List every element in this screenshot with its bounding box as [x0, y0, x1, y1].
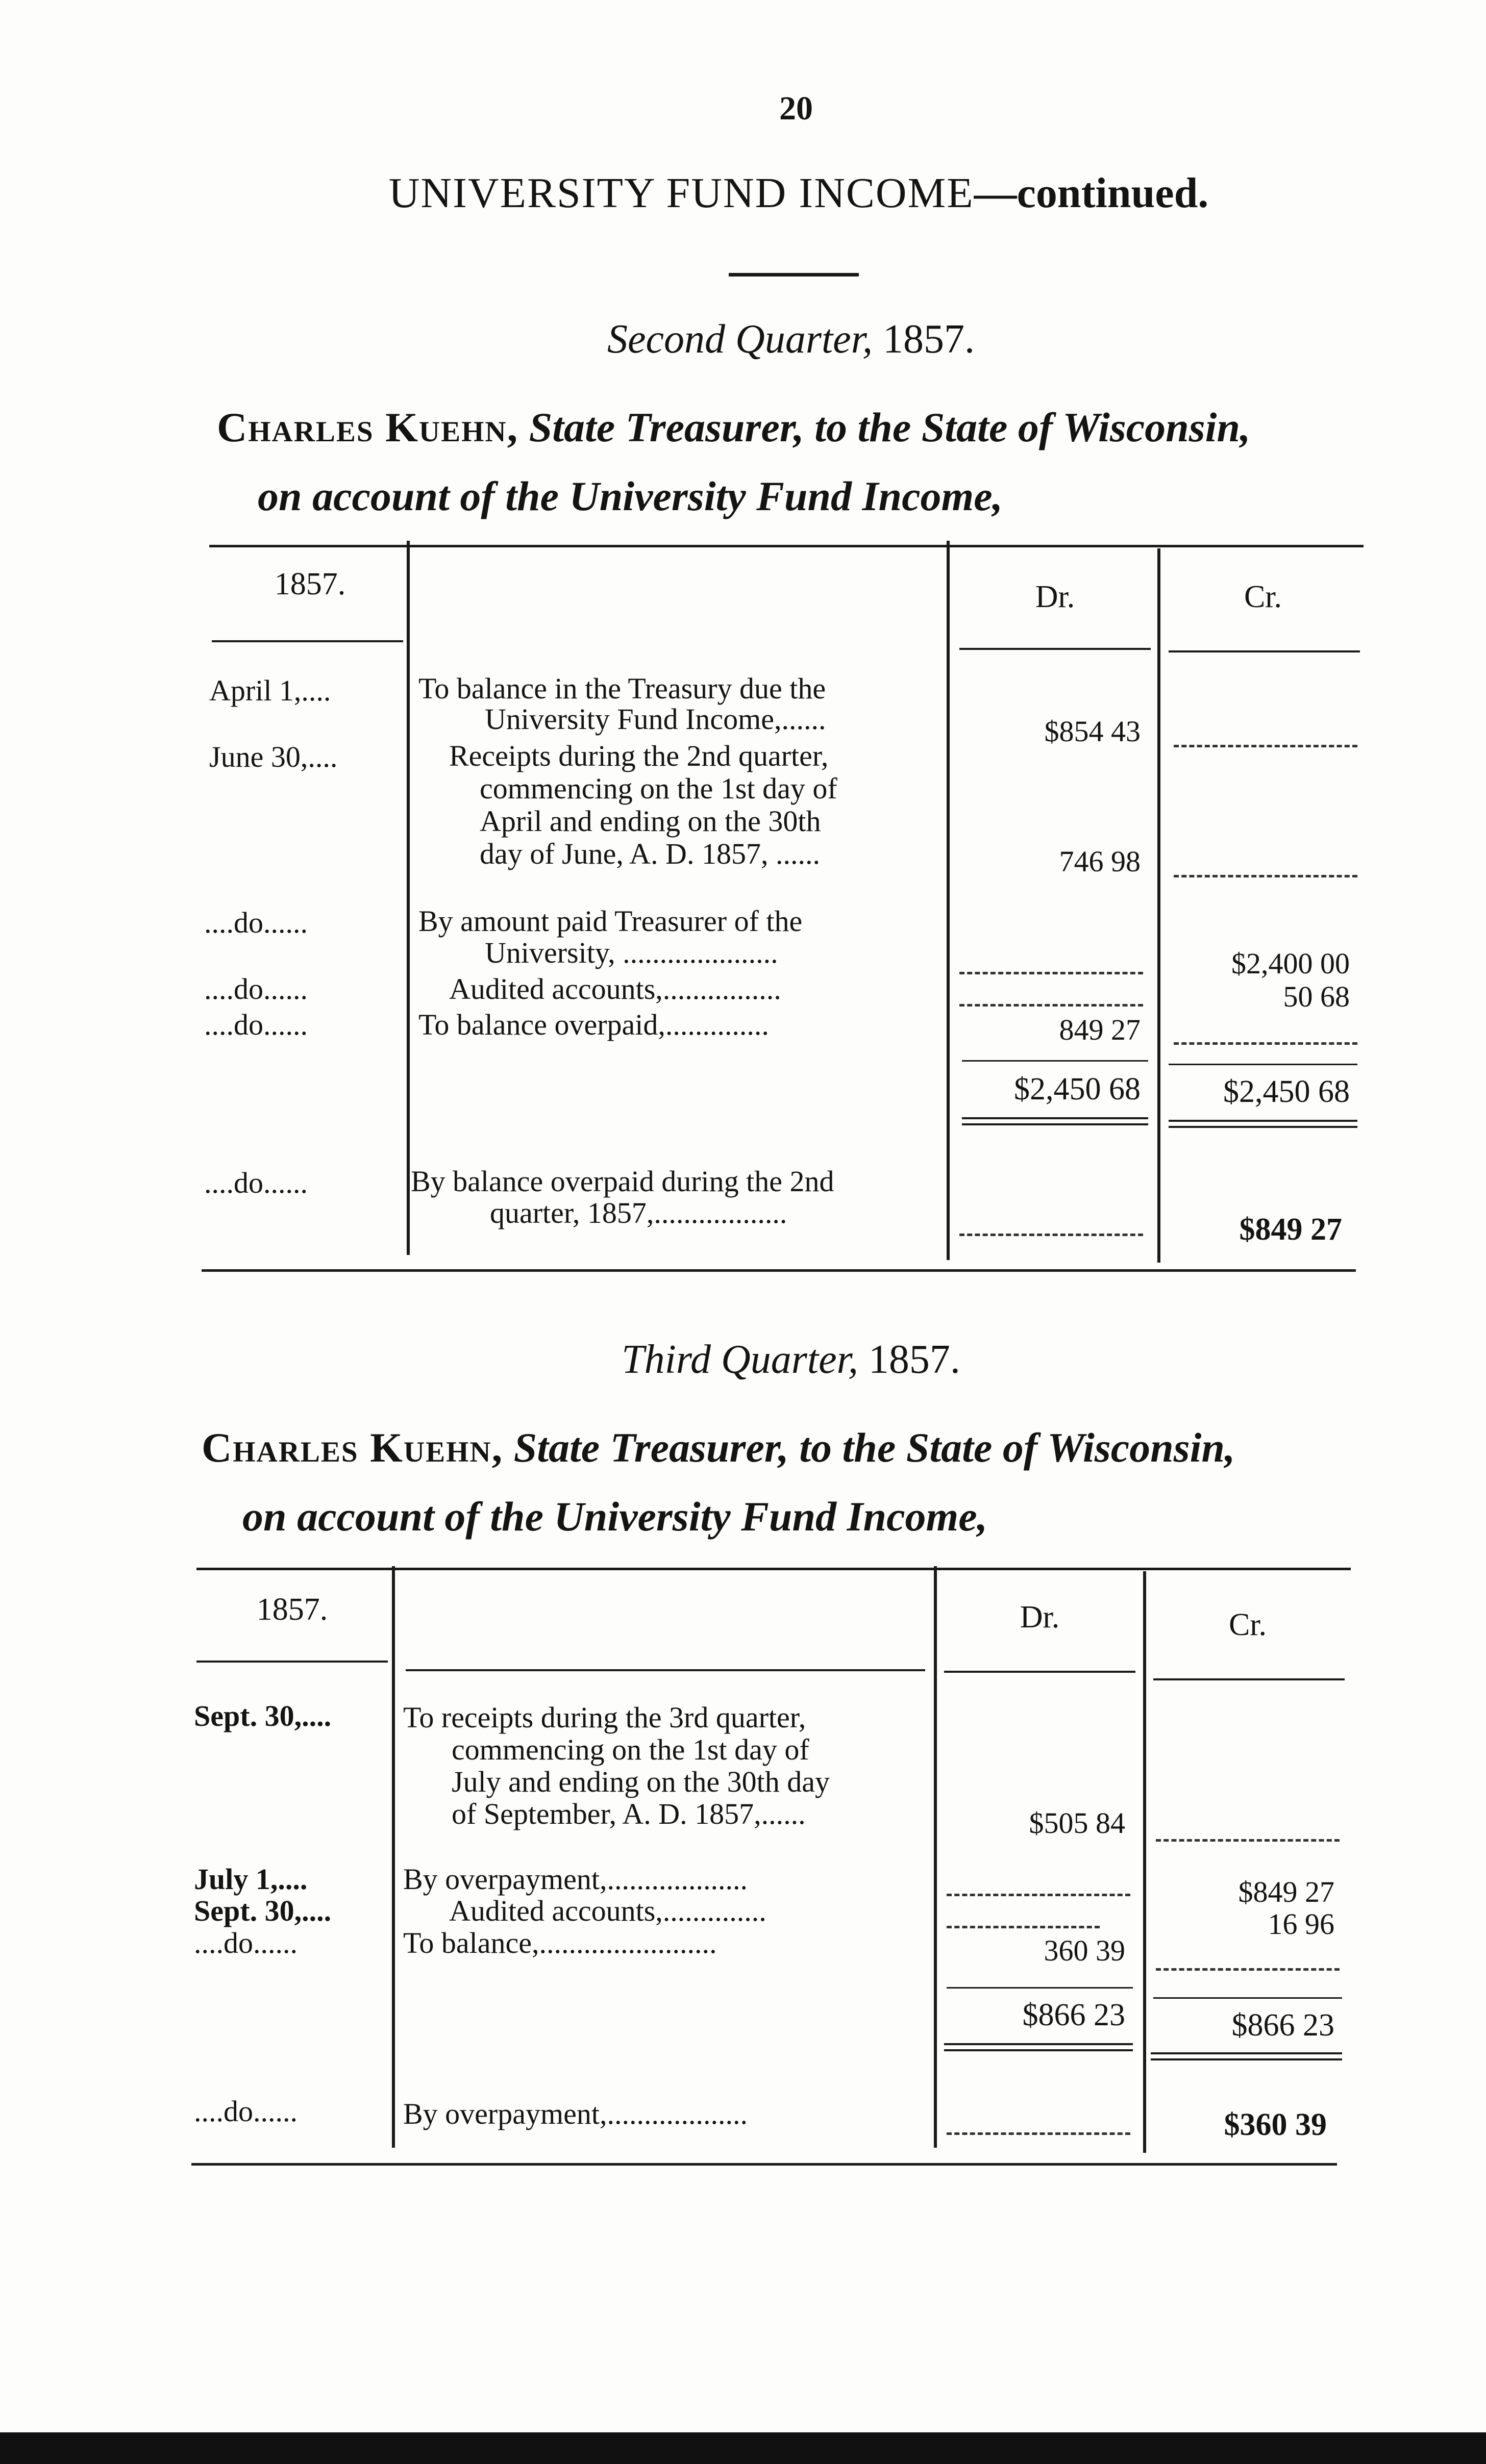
- entry-date: June 30,....: [209, 740, 338, 773]
- sum-rule: [1153, 1997, 1342, 1999]
- desc-line: University, .....................: [485, 936, 778, 969]
- empty-dr-dash: [947, 1926, 1100, 1928]
- dr-amount: 746 98: [1059, 845, 1141, 878]
- column-divider: [1143, 1571, 1146, 2153]
- empty-dr-dash: [959, 972, 1143, 974]
- empty-cr-dash: [1156, 1968, 1340, 1971]
- table-top-rule: [209, 545, 1364, 547]
- dr-amount: $854 43: [1044, 715, 1141, 748]
- account-line1: State Treasurer, to the State of Wisconsin,: [513, 1424, 1235, 1471]
- account-heading-third-quarter: [202, 1413, 1452, 1551]
- account-line2: on account of the University Fund Income,: [258, 473, 1003, 519]
- cr-amount: $849 27: [1238, 1875, 1334, 1908]
- section-heading-second-quarter: [0, 316, 1486, 363]
- table-bottom-rule: [202, 1269, 1356, 1272]
- scan-edge-bar: [0, 2432, 1486, 2464]
- quarter-label: Third Quarter,: [622, 1337, 858, 1382]
- entry-description: [418, 673, 826, 735]
- entry-description: [449, 740, 837, 870]
- entry-description: [403, 1701, 830, 1830]
- header-year: 1857.: [274, 567, 346, 601]
- column-divider: [947, 541, 950, 1260]
- double-rule: [962, 1117, 1148, 1119]
- header-rule: [944, 1671, 1135, 1673]
- header-rule: [212, 640, 403, 642]
- table-bottom-rule: [191, 2163, 1337, 2166]
- double-rule: [944, 2043, 1133, 2045]
- desc-line: To balance,........................: [403, 1926, 717, 1959]
- quarter-label: Second Quarter,: [607, 317, 873, 362]
- entry-date: ....do......: [194, 1926, 298, 1959]
- desc-line: To receipts during the 3rd quarter,: [403, 1701, 806, 1734]
- entry-date: July 1,....: [194, 1863, 308, 1896]
- entry-description: [403, 2097, 748, 2131]
- header-cr: Cr.: [1228, 1607, 1267, 1642]
- desc-line: day of June, A. D. 1857, ......: [480, 837, 820, 870]
- dr-amount: 360 39: [1044, 1934, 1125, 1967]
- cr-amount: $2,400 00: [1231, 947, 1350, 980]
- header-rule: [406, 1669, 925, 1671]
- desc-line: July and ending on the 30th day: [452, 1765, 830, 1798]
- header-cr: Cr.: [1244, 580, 1282, 614]
- desc-line: commencing on the 1st day of: [452, 1733, 809, 1766]
- header-rule: [196, 1661, 388, 1663]
- entry-description: [411, 1166, 834, 1229]
- desc-line: April and ending on the 30th: [480, 804, 821, 838]
- dr-total: $2,450 68: [1014, 1072, 1141, 1107]
- entry-description: [418, 906, 802, 969]
- entry-date: ....do......: [204, 1166, 308, 1199]
- cr-balance: $849 27: [1239, 1212, 1342, 1247]
- header-dr: Dr.: [1035, 580, 1075, 614]
- table-top-rule: [196, 1568, 1351, 1570]
- desc-line: quarter, 1857,..................: [490, 1196, 787, 1229]
- column-divider: [392, 1566, 395, 2148]
- double-rule: [1169, 1126, 1357, 1128]
- entry-description: [449, 972, 781, 1006]
- treasurer-name: Charles Kuehn,: [202, 1424, 504, 1471]
- desc-line: University Fund Income,......: [485, 702, 826, 736]
- cr-amount: 50 68: [1283, 980, 1350, 1013]
- desc-line: By amount paid Treasurer of the: [418, 904, 803, 938]
- column-divider: [934, 1566, 937, 2148]
- desc-line: Receipts during the 2nd quarter,: [449, 739, 829, 772]
- empty-dr-dash: [959, 1234, 1143, 1236]
- entry-date: ....do......: [204, 906, 308, 939]
- quarter-year: 1857.: [868, 1337, 960, 1382]
- cr-total: $2,450 68: [1223, 1074, 1350, 1109]
- account-line1: State Treasurer, to the State of Wisconsin,: [529, 404, 1251, 450]
- sum-rule: [962, 1060, 1148, 1062]
- sum-rule: [947, 1987, 1133, 1989]
- cr-total: $866 23: [1231, 2008, 1334, 2043]
- desc-line: By balance overpaid during the 2nd: [411, 1165, 834, 1198]
- empty-cr-dash: [1174, 1042, 1357, 1045]
- section-heading-third-quarter: [0, 1337, 1486, 1383]
- empty-dr-dash: [947, 2132, 1130, 2135]
- empty-dr-dash: [947, 1894, 1130, 1896]
- title-divider: [729, 273, 859, 276]
- empty-cr-dash: [1156, 1839, 1340, 1842]
- page-number: 20: [779, 90, 813, 127]
- double-rule: [962, 1123, 1148, 1125]
- entry-date: Sept. 30,....: [194, 1699, 332, 1732]
- entry-description: [449, 1894, 766, 1928]
- entry-description: [403, 1926, 716, 1960]
- desc-line: By overpayment,...................: [403, 2097, 748, 2130]
- treasurer-name: Charles Kuehn,: [217, 404, 519, 450]
- page-title: [0, 168, 1486, 218]
- entry-date: ....do......: [204, 972, 308, 1005]
- desc-line: commencing on the 1st day of: [480, 772, 837, 805]
- double-rule: [1151, 2052, 1342, 2054]
- dr-total: $866 23: [1022, 1998, 1125, 2032]
- entry-description: [418, 1008, 769, 1042]
- empty-cr-dash: [1174, 745, 1357, 747]
- double-rule: [1151, 2058, 1342, 2060]
- dr-amount: $505 84: [1029, 1806, 1125, 1840]
- entry-date: April 1,....: [209, 674, 331, 707]
- double-rule: [1169, 1120, 1357, 1122]
- desc-line: of September, A. D. 1857,......: [452, 1797, 806, 1830]
- empty-dr-dash: [959, 1004, 1143, 1007]
- header-dr: Dr.: [1020, 1600, 1060, 1635]
- page-title-main: UNIVERSITY FUND INCOME: [388, 169, 974, 217]
- entry-date: ....do......: [204, 1008, 308, 1041]
- header-year: 1857.: [256, 1592, 328, 1627]
- entry-date: Sept. 30,....: [194, 1894, 332, 1927]
- column-divider: [407, 541, 410, 1255]
- account-line2: on account of the University Fund Income,: [242, 1493, 988, 1540]
- desc-line: To balance in the Treasury due the: [418, 672, 826, 705]
- entry-description: [403, 1862, 748, 1896]
- column-divider: [1157, 548, 1160, 1263]
- dr-amount: 849 27: [1059, 1013, 1141, 1046]
- header-rule: [1153, 1678, 1345, 1680]
- header-rule: [959, 648, 1151, 650]
- header-rule: [1169, 650, 1360, 652]
- account-heading-second-quarter: [217, 393, 1467, 531]
- desc-line: Audited accounts,................: [449, 972, 781, 1005]
- quarter-year: 1857.: [882, 317, 975, 362]
- desc-line: Audited accounts,..............: [449, 1894, 766, 1927]
- cr-amount: 16 96: [1268, 1907, 1334, 1941]
- empty-cr-dash: [1174, 875, 1357, 877]
- sum-rule: [1169, 1064, 1357, 1065]
- entry-date: ....do......: [194, 2095, 298, 2128]
- desc-line: To balance overpaid,..............: [418, 1008, 769, 1041]
- double-rule: [944, 2049, 1133, 2051]
- page-title-suffix: —continued.: [974, 169, 1209, 217]
- cr-balance: $360 39: [1224, 2107, 1327, 2142]
- desc-line: By overpayment,...................: [403, 1863, 748, 1896]
